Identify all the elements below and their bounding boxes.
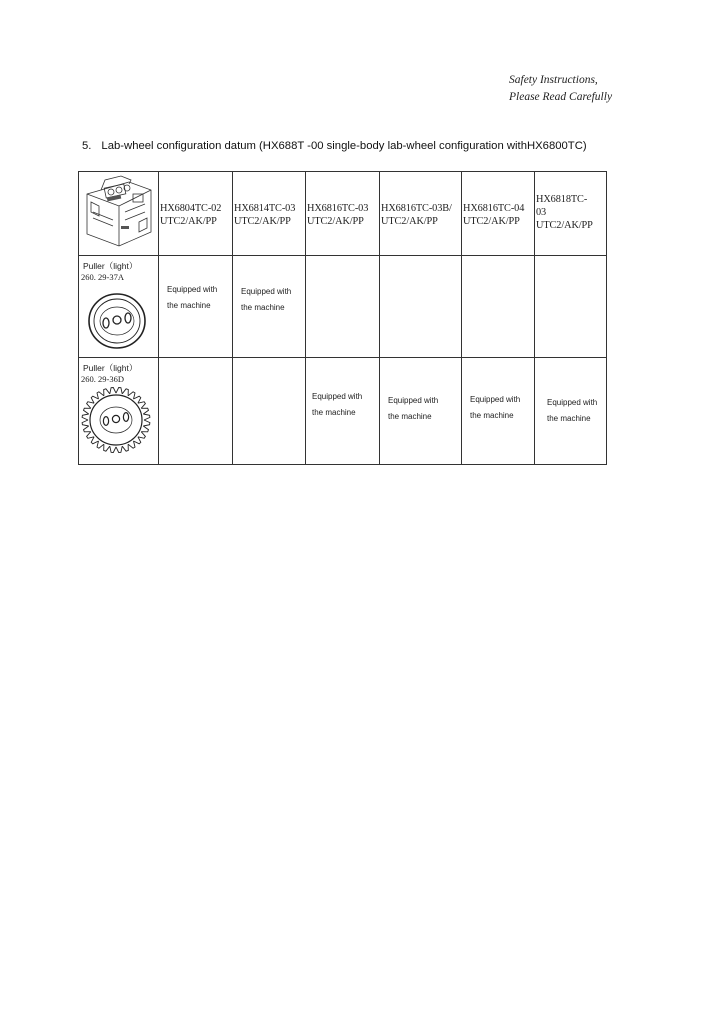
model-name: HX6816TC-03B/ (381, 203, 452, 214)
overlock-machine-illustration (79, 172, 159, 255)
model-column-header (462, 172, 535, 256)
equipped-label-line2: the machine (470, 411, 514, 420)
toothed-puller-wheel-icon (79, 384, 157, 458)
model-variant: UTC2/AK/PP (463, 216, 520, 227)
gear-tooth (110, 388, 116, 394)
header-note (509, 72, 709, 106)
section-title (82, 140, 587, 152)
gear-tooth (104, 389, 110, 396)
config-cell (159, 256, 233, 358)
smooth-puller-wheel-icon (79, 284, 157, 354)
gear-tooth (143, 420, 150, 426)
model-variant: UTC2/AK/PP (536, 220, 593, 231)
gear-tooth (141, 426, 148, 432)
part-cell (79, 358, 159, 465)
equipped-label-line2: the machine (167, 301, 211, 310)
gear-tooth (84, 426, 91, 432)
gear-tooth (104, 444, 110, 451)
header-note-line1: Safety Instructions, (509, 74, 598, 86)
configuration-table (78, 171, 607, 465)
config-cell (159, 358, 233, 465)
equipped-label: Equipped with (312, 392, 363, 401)
gear-tooth (82, 414, 89, 420)
equipped-label-line2: the machine (312, 408, 356, 417)
header-note-line2: Please Read Carefully (509, 91, 613, 103)
equipped-label-line2: the machine (547, 414, 591, 423)
gear-tooth (122, 389, 128, 396)
equipped-label: Equipped with (547, 398, 598, 407)
model-column-header (306, 172, 380, 256)
equipped-label-line2: the machine (388, 412, 432, 421)
table-row (79, 256, 607, 358)
config-cell (462, 256, 535, 358)
gear-tooth (110, 446, 116, 452)
model-column-header (380, 172, 462, 256)
model-name: HX6816TC-03 (307, 203, 369, 214)
config-cell (306, 358, 380, 465)
model-variant: UTC2/AK/PP (307, 216, 364, 227)
machine-image-cell (79, 172, 159, 256)
gear-tooth (122, 444, 128, 451)
model-variant: UTC2/AK/PP (381, 216, 438, 227)
table-row (79, 358, 607, 465)
config-cell (233, 358, 306, 465)
config-cell (462, 358, 535, 465)
part-code: 260. 29-36D (81, 374, 124, 384)
model-name-line2: 03 (536, 207, 547, 218)
equipped-label: Equipped with (167, 285, 218, 294)
equipped-label-line2: the machine (241, 303, 285, 312)
equipped-label: Equipped with (388, 396, 439, 405)
config-cell (233, 256, 306, 358)
gear-tooth (116, 446, 122, 452)
model-name: HX6814TC-03 (234, 203, 296, 214)
gear-tooth (84, 408, 91, 414)
table-header-row (79, 172, 607, 256)
config-cell (306, 256, 380, 358)
part-code: 260. 29-37A (81, 272, 124, 282)
gear-tooth (143, 414, 150, 420)
config-cell (535, 256, 607, 358)
config-cell (380, 358, 462, 465)
model-name: HX6804TC-02 (160, 203, 222, 214)
config-cell (380, 256, 462, 358)
gear-tooth (82, 420, 89, 426)
model-variant: UTC2/AK/PP (234, 216, 291, 227)
section-number: 5. (82, 140, 92, 152)
section-title-text: Lab-wheel configuration datum (HX688T -00 single-body lab-wheel configuration withHX6800TC) (101, 140, 587, 152)
equipped-label: Equipped with (470, 395, 521, 404)
gear-tooth (141, 408, 148, 414)
part-cell (79, 256, 159, 358)
config-cell (535, 358, 607, 465)
gear-tooth (116, 388, 122, 394)
model-column-header (535, 172, 607, 256)
model-name: HX6818TC- (536, 194, 588, 205)
model-column-header (233, 172, 306, 256)
model-name: HX6816TC-04 (463, 203, 525, 214)
part-name: Puller（light） (83, 261, 138, 271)
model-variant: UTC2/AK/PP (160, 216, 217, 227)
model-column-header (159, 172, 233, 256)
part-name: Puller（light） (83, 363, 138, 373)
equipped-label: Equipped with (241, 287, 292, 296)
